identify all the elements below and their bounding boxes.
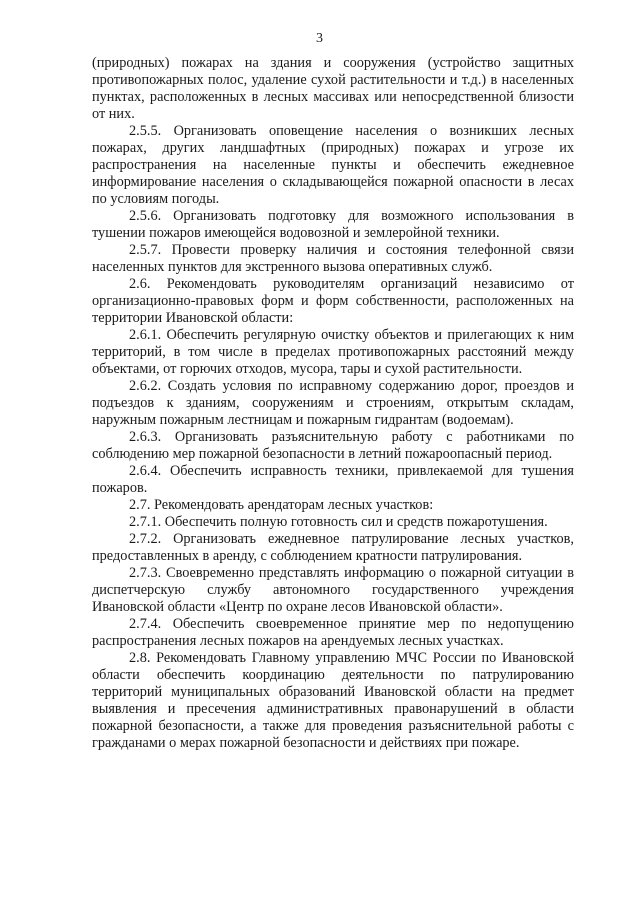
paragraph-2-7-1: 2.7.1. Обеспечить полную готовность сил и средств пожаротушения. <box>129 514 548 530</box>
document-body <box>92 55 574 752</box>
paragraph-2-7-2: 2.7.2. Организовать ежедневное патрулирование лесных участков, предоставленных в аренду, с соблюдением кратности патрулирования. <box>92 531 574 564</box>
paragraph-2-6-4: 2.6.4. Обеспечить исправность техники, привлекаемой для тушения пожаров. <box>92 463 574 496</box>
paragraph-2-7-4: 2.7.4. Обеспечить своевременное принятие мер по недопущению распространения лесных пожаров на арендуемых лесных участках. <box>92 616 574 649</box>
paragraph-2-6-3: 2.6.3. Организовать разъяснительную работу с работниками по соблюдению мер пожарной безопасности в летний пожароопасный период. <box>92 429 574 462</box>
paragraph-continuation: (природных) пожарах на здания и сооружения (устройство защитных противопожарных полос, удаление сухой растительности и т.д.) в населенных пунктах, расположенных в лесных массивах или непосредственной близости от них. <box>92 55 574 122</box>
paragraph-2-5-5: 2.5.5. Организовать оповещение населения о возникших лесных пожарах, других ландшафтных (природных) пожарах и угрозе их распространения на населенные пункты и обеспечить ежедневное информирование населения о складывающейся пожарной опасности в лесах по условиям погоды. <box>92 123 574 207</box>
paragraph-2-5-6: 2.5.6. Организовать подготовку для возможного использования в тушении пожаров имеющейся водовозной и землеройной техники. <box>92 208 574 241</box>
paragraph-2-8: 2.8. Рекомендовать Главному управлению МЧС России по Ивановской области обеспечить координацию деятельности по патрулированию территорий муниципальных образований Ивановской области на предмет выявления и пресечения административных правонарушений в области пожарной безопасности, а также для проведения разъяснительной работы с гражданами о мерах пожарной безопасности и действиях при пожаре. <box>92 650 574 751</box>
paragraph-2-6-2: 2.6.2. Создать условия по исправному содержанию дорог, проездов и подъездов к зданиям, сооружениям и строениям, открытым складам, наружным пожарным лестницам и пожарным гидрантам (водоемам). <box>92 378 574 428</box>
paragraph-2-7-3: 2.7.3. Своевременно представлять информацию о пожарной ситуации в диспетчерскую службу автономного государственного учреждения Ивановской области «Центр по охране лесов Ивановской области». <box>92 565 574 615</box>
paragraph-2-6-1: 2.6.1. Обеспечить регулярную очистку объектов и прилегающих к ним территорий, в том числе в пределах противопожарных расстояний между объектами, от горючих отходов, мусора, тары и сухой растительности. <box>92 327 574 377</box>
paragraph-2-5-7: 2.5.7. Провести проверку наличия и состояния телефонной связи населенных пунктов для экстренного вызова оперативных служб. <box>92 242 574 275</box>
paragraph-2-6: 2.6. Рекомендовать руководителям организаций независимо от организационно-правовых форм и форм собственности, расположенных на территории Ивановской области: <box>92 276 574 326</box>
paragraph-2-7: 2.7. Рекомендовать арендаторам лесных участков: <box>129 497 434 513</box>
page-number: 3 <box>316 31 323 46</box>
